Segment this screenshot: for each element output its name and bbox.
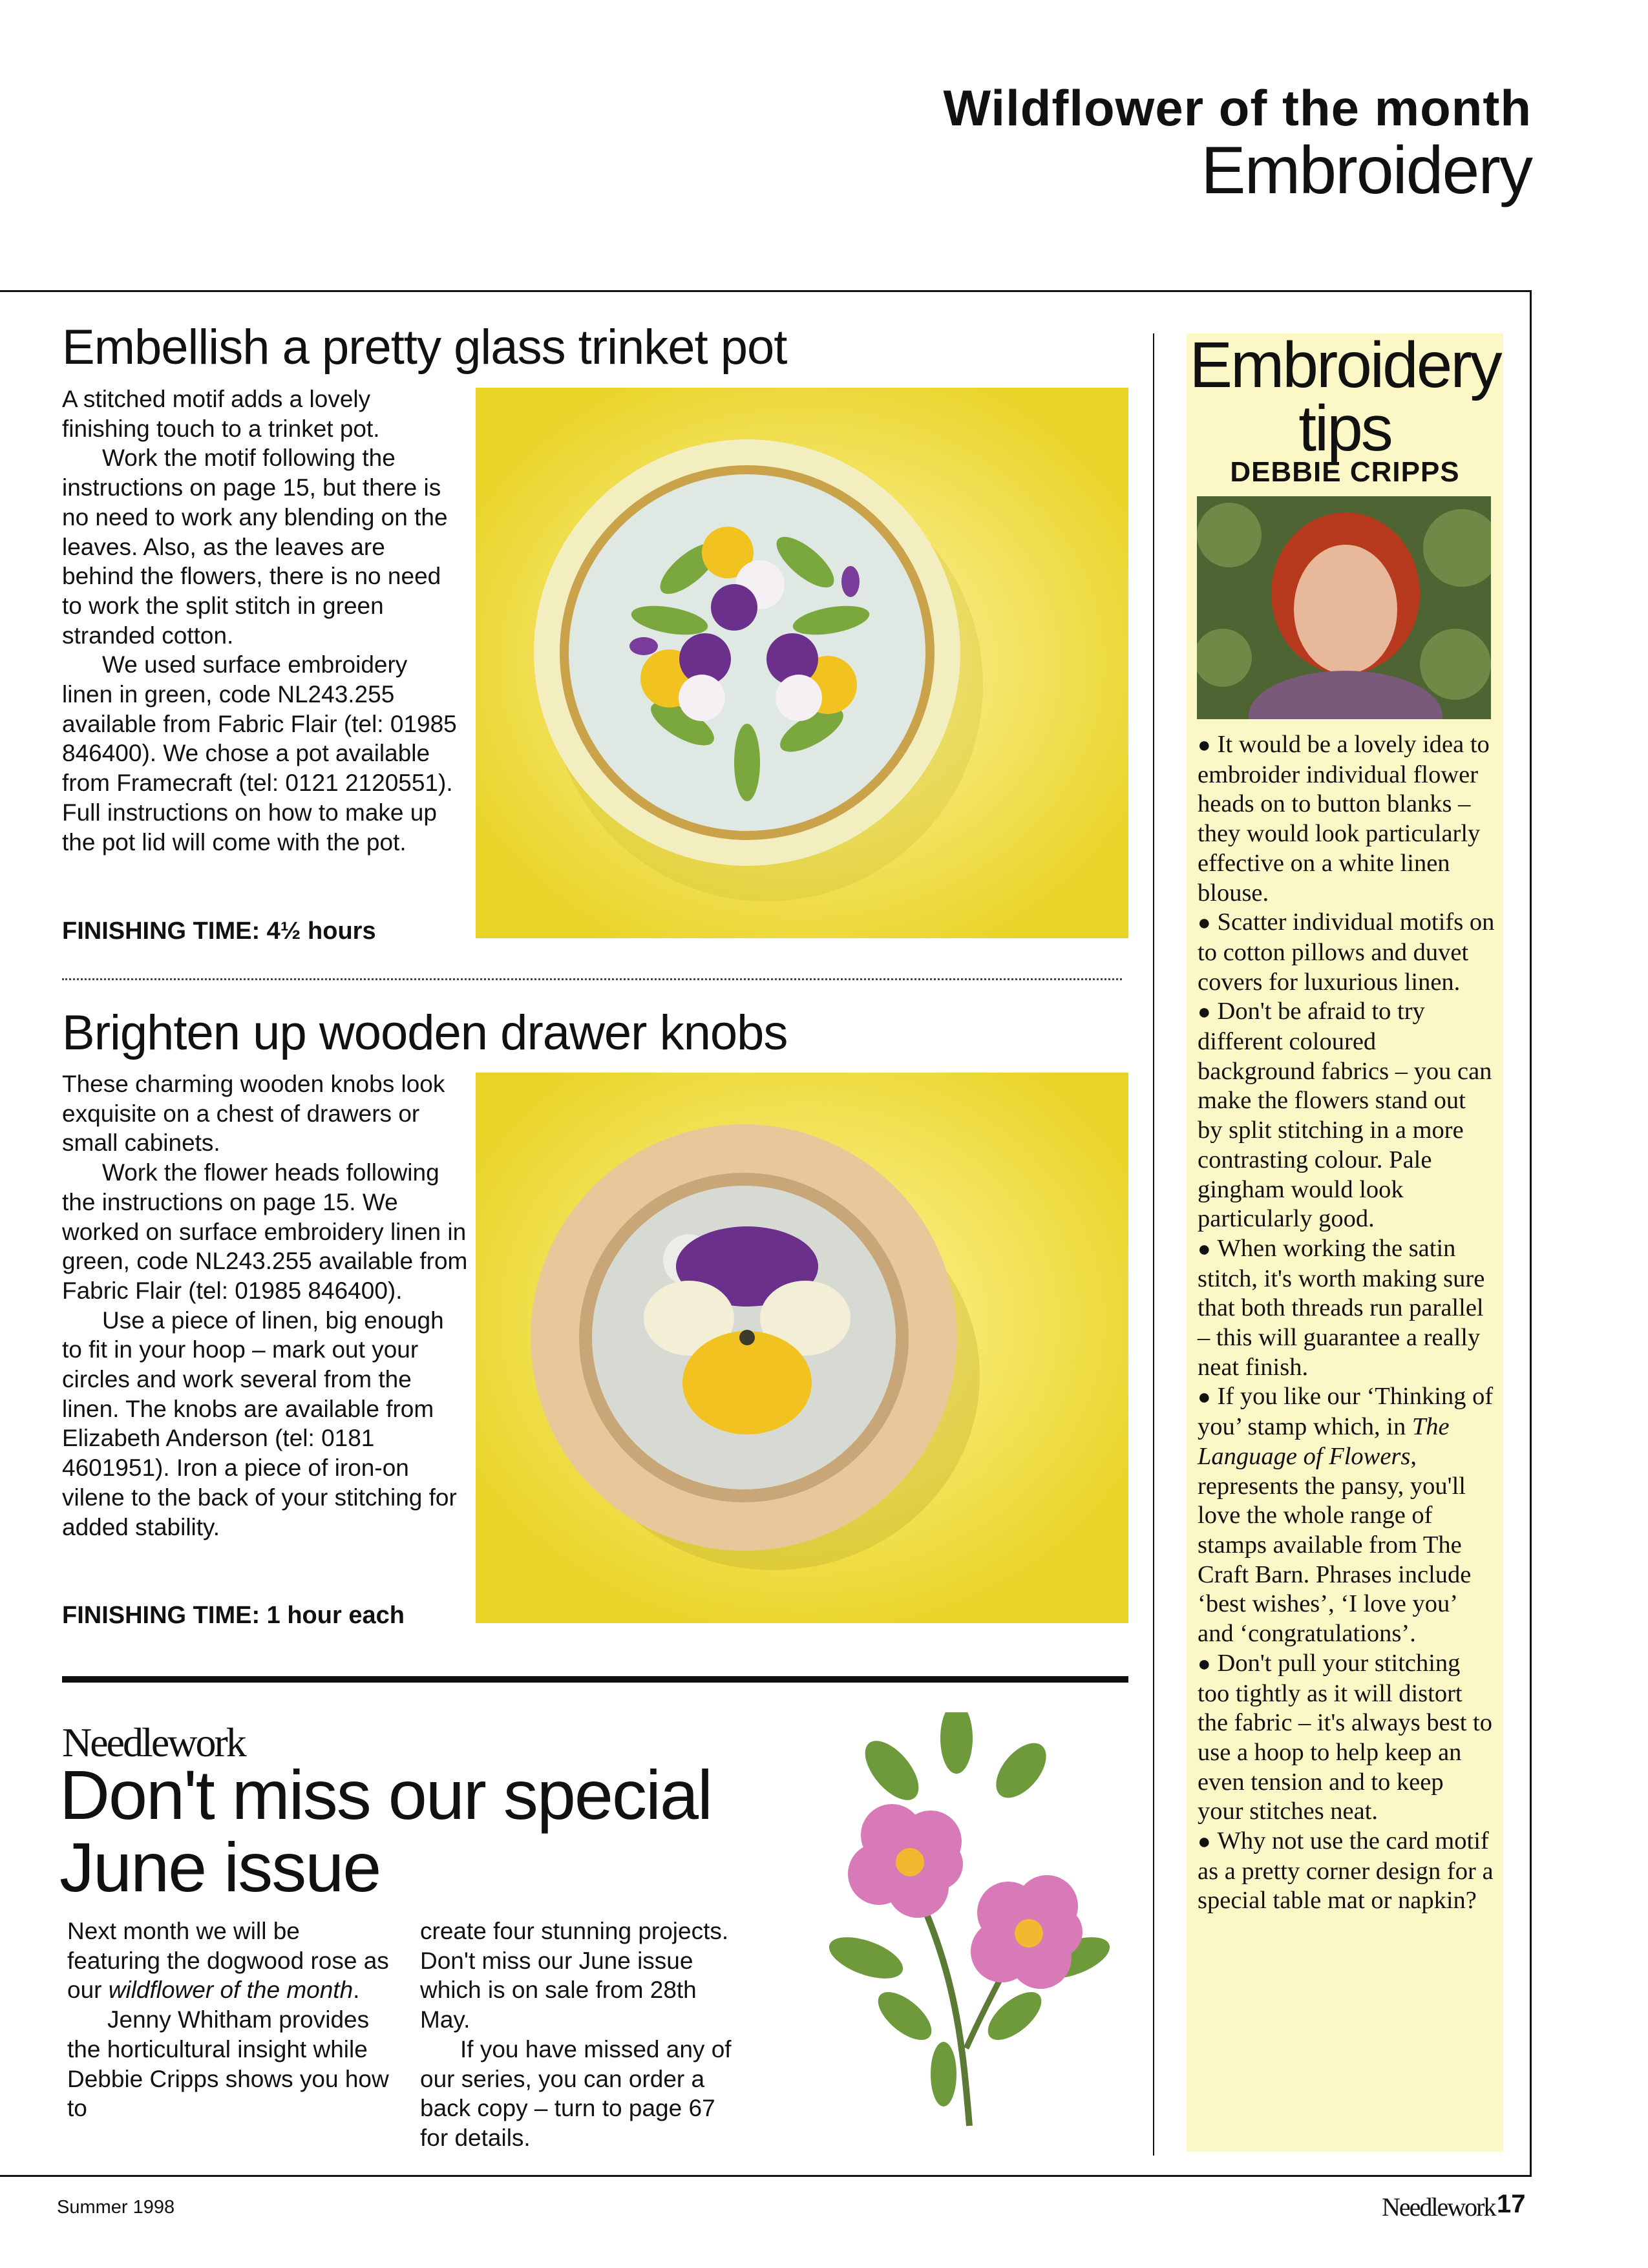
- promo-rule: [62, 1676, 1128, 1683]
- paragraph: These charming wooden knobs look exquisite on a chest of drawers or small cabinets.: [62, 1071, 445, 1157]
- paragraph: Jenny Whitham provides the horticultural insight while Debbie Cripps shows you how to: [67, 2006, 389, 2122]
- tip-item: [1198, 1649, 1495, 1827]
- section-subtitle: Embroidery: [1201, 133, 1532, 208]
- trinket-pot-image: [476, 388, 1128, 938]
- tip-item: [1198, 908, 1495, 997]
- knobs-finishing-time: FINISHING TIME: 1 hour each: [62, 1602, 405, 1629]
- tips-heading-line: tips: [1298, 392, 1391, 465]
- paragraph: [67, 1916, 397, 2005]
- tip-text: If you like our ‘Thinking of you’ stamp which, in: [1198, 1383, 1494, 1441]
- tips-author: DEBBIE CRIPPS: [1230, 456, 1460, 488]
- tips-heading-line: Embroidery: [1189, 329, 1501, 401]
- trinket-finishing-time: FINISHING TIME: 4½ hours: [62, 918, 376, 945]
- tip-item: [1198, 997, 1495, 1234]
- paragraph: If you have missed any of our series, you can order a back copy – turn to page 67 for details.: [420, 2035, 732, 2151]
- author-portrait: [1197, 496, 1491, 719]
- tip-text: Scatter individual motifs on to cotton pillows and duvet covers for luxurious linen.: [1198, 908, 1495, 996]
- trinket-pot-text: [62, 384, 463, 857]
- magazine-name: Needlework: [1382, 2192, 1495, 2221]
- trinket-pot-photo: [476, 388, 1128, 938]
- paragraph: Use a piece of linen, big enough to fit in your hoop – mark out your circles and work several from the linen. The knobs are available from Elizabeth Anderson (tel: 0181 4601951). Iron a piece of iron-on vilene to the back of your stitching for added stability.: [62, 1307, 457, 1540]
- bullet-icon: ●: [1198, 1830, 1211, 1854]
- italic-run: wildflower of the month: [108, 1977, 354, 2004]
- bullet-icon: ●: [1198, 1237, 1211, 1261]
- bullet-icon: ●: [1198, 911, 1211, 936]
- trinket-pot-heading: Embellish a pretty glass trinket pot: [62, 320, 787, 375]
- paragraph: Work the flower heads following the instructions on page 15. We worked on surface embroidery linen in green, code NL243.255 available from Fabric Flair (tel: 01985 846400).: [62, 1159, 468, 1304]
- section-separator: [62, 978, 1122, 980]
- sidebar-divider: [1153, 333, 1154, 2156]
- paragraph: create four stunning projects. Don't miss our June issue which is on sale from 28th May.: [420, 1918, 729, 2033]
- issue-date: Summer 1998: [57, 2197, 175, 2218]
- top-rule: [0, 290, 1532, 292]
- text-run: .: [353, 1977, 360, 2004]
- promo-column-2: [420, 1916, 750, 2153]
- bullet-icon: ●: [1198, 1000, 1211, 1025]
- paragraph: We used surface embroidery linen in green, code NL243.255 available from Fabric Flair (tel: 01985 846400). We chose a pot available from Framecraft (tel: 0121 2120551). Full instructions on how to make up the pot lid will come with the pot.: [62, 651, 457, 856]
- tip-italic: The Language of Flowers: [1198, 1413, 1450, 1470]
- promo-brand: Needlework: [62, 1719, 245, 1765]
- tip-item: [1198, 1827, 1495, 1916]
- drawer-knobs-text: [62, 1069, 469, 1542]
- page-number: 17: [1497, 2190, 1526, 2218]
- bullet-icon: ●: [1198, 1385, 1211, 1410]
- tip-text: Don't pull your stitching too tightly as it will distort the fabric – it's always best to use a hoop to help keep an even tension and to keep your stitches neat.: [1198, 1649, 1492, 1825]
- tip-text: When working the satin stitch, it's worth making sure that both threads run parallel – this will guarantee a really neat finish.: [1198, 1234, 1485, 1381]
- tip-text: Why not use the card motif as a pretty corner design for a special table mat or napkin?: [1198, 1827, 1494, 1915]
- drawer-knob-photo: [476, 1073, 1128, 1623]
- promo-heading: Don't miss our special June issue: [59, 1756, 712, 1906]
- section-title: Wildflower of the month: [943, 79, 1532, 136]
- tip-text: , represents the pansy, you'll love the whole range of stamps available from The Craft Barn. Phrases include ‘best wishes’, ‘I love you’ and ‘congratulations’.: [1198, 1442, 1472, 1648]
- right-rule: [1530, 290, 1532, 2177]
- dog-rose-embroidery-image: [814, 1712, 1137, 2139]
- promo-column-1: [67, 1916, 397, 2123]
- drawer-knob-image: [476, 1073, 1128, 1623]
- bottom-rule: [0, 2175, 1532, 2177]
- tip-item: [1198, 1382, 1495, 1648]
- tip-text: Don't be afraid to try different coloured background fabrics – you can make the flowers stand out by split stitching in a more contrasting colour. Pale gingham would look particularly good.: [1198, 998, 1492, 1233]
- drawer-knobs-heading: Brighten up wooden drawer knobs: [62, 1005, 788, 1060]
- tips-heading: [1187, 329, 1503, 465]
- paragraph: Work the motif following the instructions on page 15, but there is no need to work any blending on the leaves. Also, as the leaves are behind the flowers, there is no need to work the split stitch in green stranded cotton.: [62, 445, 448, 649]
- tips-list: [1198, 730, 1495, 1916]
- tip-item: [1198, 730, 1495, 908]
- dog-rose-illustration: [814, 1712, 1137, 2139]
- bullet-icon: ●: [1198, 733, 1211, 757]
- tip-item: [1198, 1234, 1495, 1383]
- bullet-icon: ●: [1198, 1652, 1211, 1676]
- text-run: Next month we will be featuring the dogwood rose as our: [67, 1918, 389, 2004]
- paragraph: A stitched motif adds a lovely finishing touch to a trinket pot.: [62, 386, 380, 442]
- author-photo: [1197, 496, 1491, 719]
- tip-text: It would be a lovely idea to embroider individual flower heads on to button blanks – they would look particularly effective on a white linen blouse.: [1198, 731, 1490, 907]
